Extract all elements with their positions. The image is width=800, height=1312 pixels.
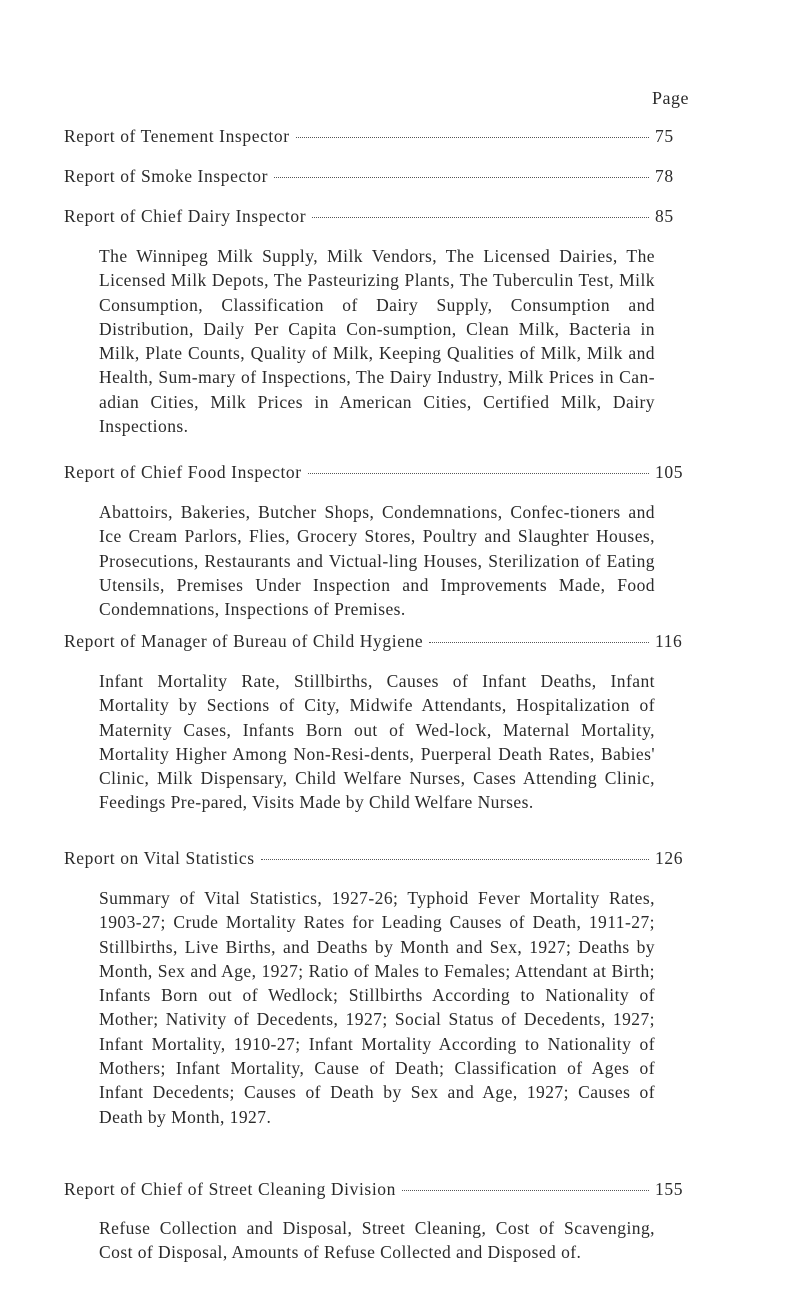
page-column-header: Page: [652, 88, 689, 108]
dot-leader: [261, 858, 649, 860]
dot-leader: [312, 216, 649, 218]
toc-entry-vital-statistics: Report on Vital Statistics 126: [64, 848, 684, 868]
dot-leader: [308, 472, 649, 474]
toc-entry-description: Abattoirs, Bakeries, Butcher Shops, Condemnations, Confec-tioners and Ice Cream Parlors, Flies, Grocery Stores, Poultry and Slaughter Houses, Prosecutions, Restaurants and Victual-ling Houses, Sterilization of Eating Utensils, Premises Under Inspection and Improvements Made, Food Condemnations, Inspections of Premises.: [99, 502, 655, 620]
toc-entry-title: Report of Chief Food Inspector: [64, 462, 302, 482]
toc-entry-title: Report of Tenement Inspector: [64, 126, 290, 146]
toc-entry-title: Report of Smoke Inspector: [64, 166, 269, 186]
toc-entry-description: Refuse Collection and Disposal, Street Cleaning, Cost of Scavenging, Cost of Disposal, Amounts of Refuse Collected and Disposed of.: [99, 1218, 655, 1263]
toc-entry-title: Report on Vital Statistics: [64, 848, 255, 868]
toc-entry-title: Report of Chief of Street Cleaning Division: [64, 1179, 396, 1199]
toc-entry-chief-dairy-inspector: Report of Chief Dairy Inspector 85: [64, 206, 674, 226]
dot-leader: [429, 641, 649, 643]
toc-entry-smoke-inspector: Report of Smoke Inspector 78: [64, 166, 674, 186]
toc-entry-description: The Winnipeg Milk Supply, Milk Vendors, The Licensed Dairies, The Licensed Milk Depots, The Pasteurizing Plants, The Tuberculin Test, Milk Consumption, Classification of Dairy Supply, Consumption and Distribution, Daily Per Capita Con-sumption, Clean Milk, Bacteria in Milk, Plate Counts, Quality of Milk, Keeping Qualities of Milk, Milk and Health, Sum-mary of Inspections, The Dairy Industry, Milk Prices in Can-adian Cities, Milk Prices in American Cities, Certified Milk, Dairy Inspections.: [99, 246, 655, 437]
toc-entry-description: Infant Mortality Rate, Stillbirths, Causes of Infant Deaths, Infant Mortality by Sections of City, Midwife Attendants, Hospitalization of Maternity Cases, Infants Born out of Wed-lock, Maternal Mortality, Mortality Higher Among Non-Resi-dents, Puerperal Death Rates, Babies' Clinic, Milk Dispensary, Child Welfare Nurses, Cases Attending Clinic, Feedings Pre-pared, Visits Made by Child Welfare Nurses.: [99, 671, 655, 813]
dot-leader: [296, 136, 649, 138]
dot-leader: [402, 1189, 649, 1191]
toc-entry-title: Report of Manager of Bureau of Child Hygiene: [64, 631, 424, 651]
dot-leader: [274, 176, 649, 178]
toc-entry-child-hygiene: Report of Manager of Bureau of Child Hygiene 116: [64, 631, 683, 651]
toc-entry-street-cleaning: Report of Chief of Street Cleaning Division 155: [64, 1179, 684, 1199]
toc-entry-title: Report of Chief Dairy Inspector: [64, 206, 307, 226]
toc-entry-tenement-inspector: Report of Tenement Inspector 75: [64, 126, 674, 146]
toc-entry-chief-food-inspector: Report of Chief Food Inspector 105: [64, 462, 684, 482]
toc-entry-description: Summary of Vital Statistics, 1927-26; Typhoid Fever Mortality Rates, 1903-27; Crude Mortality Rates for Leading Causes of Death, 1911-27; Stillbirths, Live Births, and Deaths by Month and Sex, 1927; Deaths by Month, Sex and Age, 1927; Ratio of Males to Females; Attendant at Birth; Infants Born out of Wedlock; Stillbirths According to Nationality of Mother; Nativity of Decedents, 1927; Social Status of Decedents, 1927; Infant Mortality, 1910-27; Infant Mortality According to Nationality of Mothers; Infant Mortality, Cause of Death; Classification of Ages of Infant Decedents; Causes of Death by Sex and Age, 1927; Causes of Death by Month, 1927.: [99, 888, 655, 1127]
